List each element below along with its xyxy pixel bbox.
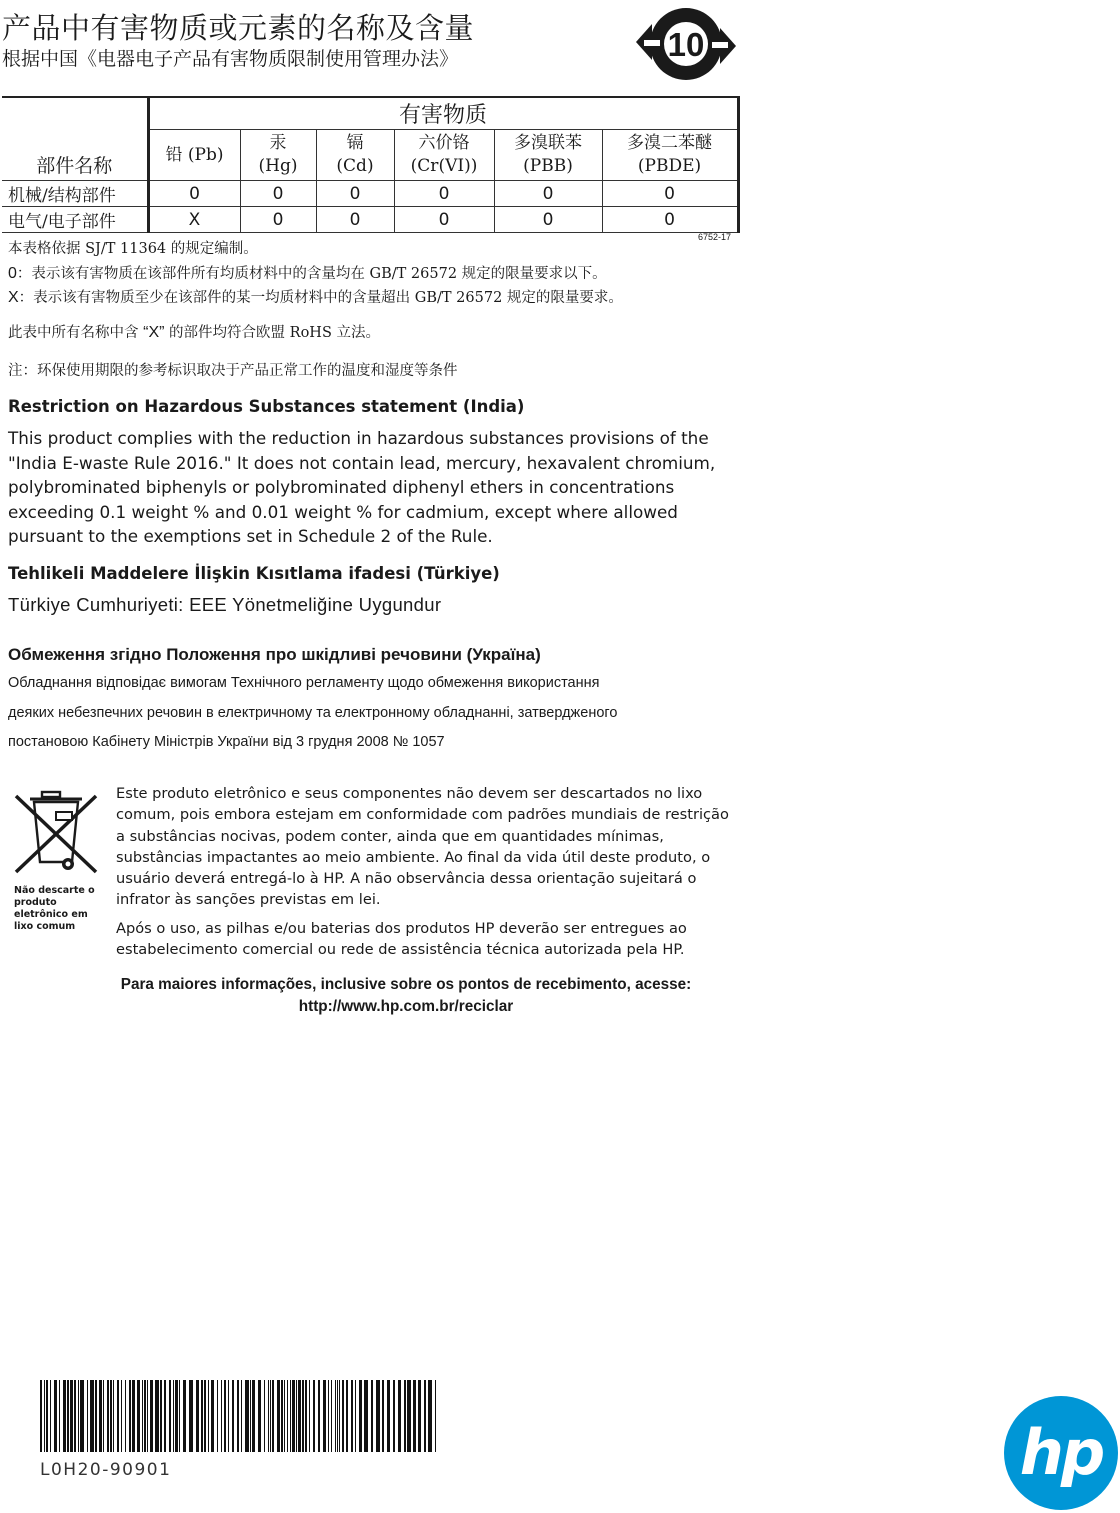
barcode-bar: [237, 1380, 239, 1452]
barcode-bar: [309, 1380, 310, 1452]
barcode-bar: [201, 1380, 203, 1452]
part-number: L0H20-90901: [40, 1460, 172, 1480]
recycling-link[interactable]: http://www.hp.com.br/reciclar: [298, 998, 514, 1015]
barcode-bar: [67, 1380, 69, 1452]
barcode-bar: [87, 1380, 88, 1452]
table-cell: 0: [494, 207, 602, 233]
barcode-bar: [264, 1380, 265, 1452]
barcode-bar: [335, 1380, 336, 1452]
barcode-bar: [284, 1380, 285, 1452]
barcode-bar: [121, 1380, 122, 1452]
table-cell: 0: [240, 207, 316, 233]
barcode-bar: [270, 1380, 271, 1452]
barcode-bar: [232, 1380, 234, 1452]
barcode-bar: [296, 1380, 297, 1452]
barcode-bar: [164, 1380, 166, 1452]
barcode-bar: [103, 1380, 104, 1452]
barcode-bar: [54, 1380, 57, 1452]
barcode-bar: [173, 1380, 174, 1452]
barcode-bar: [407, 1380, 411, 1452]
barcode-bar: [142, 1380, 143, 1452]
weee-caption: Não descarte o produto eletrônico em lixo comum: [14, 885, 95, 932]
barcode-bar: [268, 1380, 269, 1452]
ukraine-line: деяких небезпечних речовин в електричному та електронному обладнанні, затвердженого: [8, 705, 618, 721]
barcode-bar: [339, 1380, 340, 1452]
turkey-body: Türkiye Cumhuriyeti: EEE Yönetmeliğine Uygundur: [8, 594, 442, 615]
barcode-bar: [404, 1380, 406, 1452]
barcode-bar: [346, 1380, 348, 1452]
barcode-bar: [424, 1380, 426, 1452]
india-body: This product complies with the reduction in hazardous substances provisions of the "India E-waste Rule 2016." It does not contain lead, mercury, hexavalent chromium, polybrominated biphenyls or polybrominated diphenyl ethers in concentrations exceeding 0.1 weight % and 0.01 weight % for cadmium, except where allowed pursuant to the exemptions set in Schedule 2 of the Rule.: [8, 428, 716, 546]
barcode-bar: [313, 1380, 315, 1452]
barcode-bar: [277, 1380, 280, 1452]
barcode-bar: [95, 1380, 97, 1452]
barcode-bar: [44, 1380, 45, 1452]
barcode-bar: [290, 1380, 291, 1452]
note-rohs: 此表中所有名称中含 “X” 的部件均符合欧盟 RoHS 立法。: [8, 324, 380, 341]
barcode-bar: [292, 1380, 295, 1452]
hazardous-substances-table: [2, 96, 740, 233]
hazardous-substances-header: 有害物质: [148, 97, 738, 130]
table-cell: 0: [316, 207, 394, 233]
part-name-header: 部件名称: [2, 97, 148, 181]
row-name: 机械/结构部件: [2, 181, 148, 207]
barcode-bar: [110, 1380, 112, 1452]
table-cell: 0: [240, 181, 316, 207]
barcode-bar: [245, 1380, 249, 1452]
barcode-bar: [90, 1380, 94, 1452]
barcode-bar: [50, 1380, 51, 1452]
barcode-bar: [99, 1380, 102, 1452]
barcode-bar: [393, 1380, 395, 1452]
hp-logo: [1004, 1396, 1118, 1510]
barcode-bar: [155, 1380, 159, 1452]
column-header-pbb: 多溴联苯 (PBB): [494, 130, 602, 181]
table-cell: X: [148, 207, 240, 233]
barcode-bar: [175, 1380, 178, 1452]
table-cell: 0: [494, 181, 602, 207]
column-header-pbde: 多溴二苯醚 (PBDE): [602, 130, 738, 181]
barcode-bar: [398, 1380, 401, 1452]
barcode-bar: [40, 1380, 42, 1452]
barcode-bar: [355, 1380, 356, 1452]
table-cell: 0: [602, 207, 738, 233]
table-cell: 0: [148, 181, 240, 207]
barcode-bar: [287, 1380, 288, 1452]
ukraine-line: Обладнання відповідає вимогам Технічного регламенту щодо обмеження використання: [8, 675, 600, 691]
column-header-cr: 六价铬 (Cr(VI)): [394, 130, 494, 181]
barcode-bar: [217, 1380, 218, 1452]
barcode-bar: [413, 1380, 416, 1452]
barcode-bar: [125, 1380, 126, 1452]
barcode-bar: [359, 1380, 362, 1452]
barcode-bar: [183, 1380, 186, 1452]
barcode-bar: [428, 1380, 432, 1452]
barcode-bar: [107, 1380, 109, 1452]
barcode-bar: [376, 1380, 380, 1452]
note-efup: 注：环保使用期限的参考标识取决于产品正常工作的温度和湿度等条件: [8, 363, 458, 379]
barcode-bar: [59, 1380, 60, 1452]
brazil-info: [116, 974, 696, 1018]
barcode-bar: [113, 1380, 114, 1452]
column-header-cd: 镉 (Cd): [316, 130, 394, 181]
barcode-bar: [305, 1380, 307, 1452]
barcode-bar: [160, 1380, 162, 1452]
barcode-bar: [351, 1380, 353, 1452]
barcode-bar: [418, 1380, 421, 1452]
barcode-bar: [252, 1380, 255, 1452]
table-row: [2, 181, 738, 207]
barcode-bar: [281, 1380, 283, 1452]
note-basis: 本表格依据 SJ/T 11364 的规定编制。: [8, 241, 258, 257]
row-name: 电气/电子部件: [2, 207, 148, 233]
barcode: [40, 1380, 438, 1452]
brazil-info-text: Para maiores informações, inclusive sobre os pontos de recebimento, acesse:: [120, 976, 692, 993]
column-header-pb: 铅 (Pb): [148, 130, 240, 181]
barcode-bar: [342, 1380, 344, 1452]
barcode-bar: [196, 1380, 199, 1452]
hp-logo-text: hp: [1019, 1416, 1103, 1489]
barcode-bar: [63, 1380, 66, 1452]
barcode-bar: [382, 1380, 384, 1452]
barcode-bar: [80, 1380, 84, 1452]
barcode-bar: [137, 1380, 140, 1452]
barcode-bar: [272, 1380, 274, 1452]
barcode-bar: [169, 1380, 171, 1452]
india-title: Restriction on Hazardous Substances statement (India): [8, 397, 525, 416]
document-code: 6752-17: [698, 232, 732, 242]
table-cell: 0: [394, 207, 494, 233]
barcode-bar: [179, 1380, 180, 1452]
barcode-bar: [371, 1380, 373, 1452]
ukraine-line: постановою Кабінету Міністрів України від 3 грудня 2008 № 1057: [8, 734, 445, 750]
barcode-bar: [204, 1380, 206, 1452]
note-x: X：表示该有害物质至少在该部件的某一均质材料中的含量超出 GB/T 26572 规定的限量要求。: [8, 289, 623, 306]
brazil-disposal-paragraph: Este produto eletrônico e seus componentes não devem ser descartados no lixo comum, pois embora estejam em conformidade com padrões mundiais de restrição a substâncias nocivas, podem conter, ainda que em quantidades mínimas, substâncias impactantes ao meio ambiente. Ao final da vida útil deste produto, o usuário deverá entregá-lo à HP. A não observância dessa orientação sujeitará o infrator às sanções previstas em lei.: [116, 785, 729, 909]
table-cell: 0: [316, 181, 394, 207]
barcode-bar: [298, 1380, 301, 1452]
table-cell: 0: [394, 181, 494, 207]
barcode-bar: [46, 1380, 48, 1452]
document-subtitle: 根据中国《电器电子产品有害物质限制使用管理办法》: [2, 48, 459, 70]
barcode-bar: [364, 1380, 368, 1452]
barcode-bar: [144, 1380, 146, 1452]
brazil-battery-paragraph: Após o uso, as pilhas e/ou baterias dos produtos HP deverão ser entregues ao estabelecimento comercial ou rede de assistência técnica autorizada pela HP.: [116, 920, 687, 959]
table-cell: 0: [602, 181, 738, 207]
barcode-bar: [221, 1380, 222, 1452]
barcode-bar: [435, 1380, 436, 1452]
table-row: [2, 207, 738, 233]
epup-number: 10: [667, 26, 705, 63]
document-title: 产品中有害物质或元素的名称及含量: [2, 11, 475, 45]
barcode-bar: [129, 1380, 131, 1452]
barcode-bar: [318, 1380, 320, 1452]
barcode-bar: [328, 1380, 329, 1452]
barcode-bar: [189, 1380, 193, 1452]
barcode-bar: [74, 1380, 76, 1452]
barcode-bar: [117, 1380, 119, 1452]
barcode-bar: [78, 1380, 79, 1452]
turkey-title: Tehlikeli Maddelere İlişkin Kısıtlama ifadesi (Türkiye): [8, 564, 500, 583]
crossed-out-wheelie-bin-icon: [12, 788, 100, 876]
ukraine-title: Обмеження згідно Положення про шкідливі речовини (Україна): [8, 645, 541, 664]
note-zero: 0：表示该有害物质在该部件所有均质材料中的含量均在 GB/T 26572 规定的限量要求以下。: [8, 265, 607, 282]
barcode-bar: [147, 1380, 148, 1452]
barcode-bar: [258, 1380, 261, 1452]
column-header-hg: 汞 (Hg): [240, 130, 316, 181]
barcode-bar: [211, 1380, 214, 1452]
barcode-bar: [250, 1380, 251, 1452]
barcode-bar: [208, 1380, 209, 1452]
barcode-bar: [150, 1380, 153, 1452]
barcode-bar: [241, 1380, 242, 1452]
barcode-bar: [323, 1380, 326, 1452]
barcode-bar: [387, 1380, 390, 1452]
barcode-bar: [302, 1380, 304, 1452]
barcode-bar: [70, 1380, 73, 1452]
barcode-bar: [228, 1380, 229, 1452]
environment-protection-use-period-icon: [636, 2, 736, 86]
barcode-bar: [132, 1380, 135, 1452]
barcode-bar: [224, 1380, 226, 1452]
barcode-bar: [331, 1380, 332, 1452]
barcode-bar: [337, 1380, 338, 1452]
